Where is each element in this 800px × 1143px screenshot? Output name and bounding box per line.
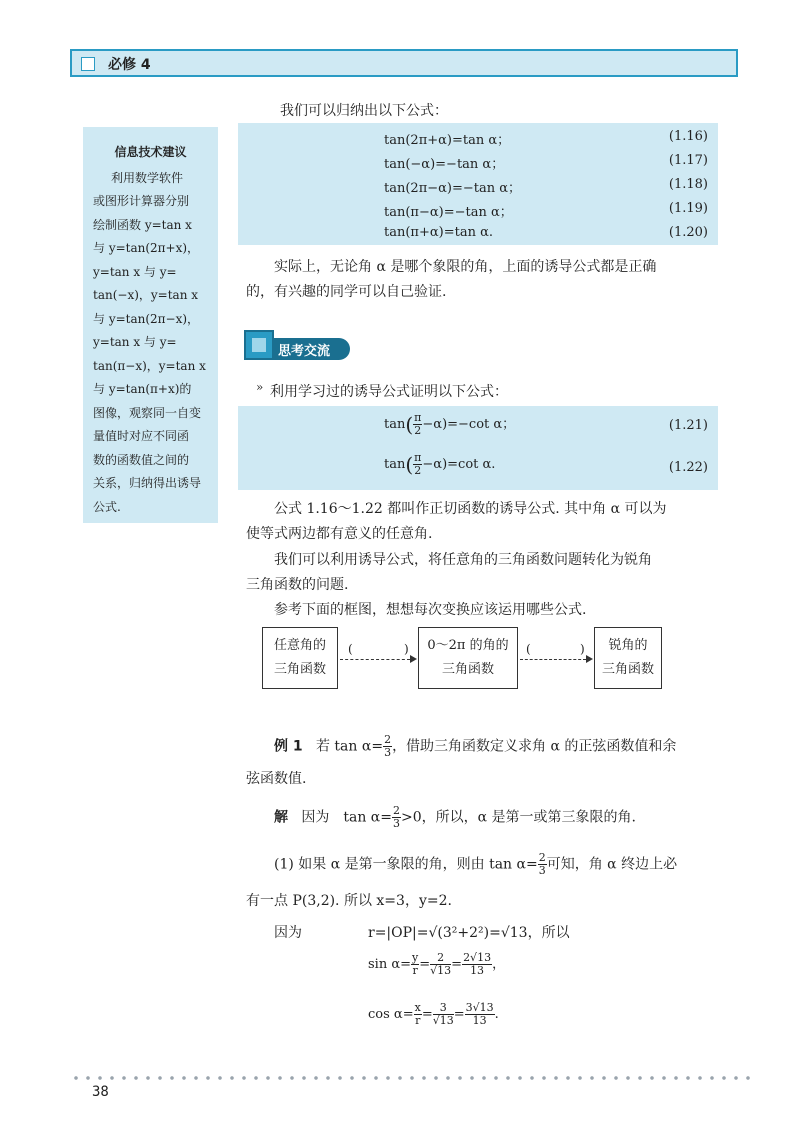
paragraph-line: 实际上，无论角 α 是哪个象限的角，上面的诱导公式都是正确 (274, 259, 657, 275)
paragraph-line: 三角函数的问题. (246, 577, 349, 593)
flow-box-any-angle (262, 627, 338, 689)
formula-rest: −α)=cot α. (422, 457, 496, 472)
arrow-head-icon (586, 655, 593, 663)
fraction-numerator: 2 (384, 733, 392, 746)
flow-box-line: 三角函数 (441, 662, 494, 677)
formula-number: (1.21) (668, 418, 708, 433)
sidebar-line: y=tan x 与 y= (93, 335, 177, 349)
blank-paren-open: ( (348, 642, 353, 656)
sidebar-line: 公式. (93, 499, 121, 514)
fraction-numerator: y (412, 951, 419, 964)
sidebar-line: tan(π−x)，y=tan x (93, 358, 206, 373)
fraction (465, 1002, 495, 1027)
formula-expr: tan(2π−α)=−tan α； (384, 181, 522, 196)
flow-box-line: 任意角的 (273, 638, 326, 653)
example-line: 弦函数值. (246, 771, 307, 787)
proof-prompt: 利用学习过的诱导公式证明以下公式： (270, 384, 508, 400)
fraction-denominator: r (415, 1014, 421, 1027)
example-label: 例 1 (274, 738, 303, 755)
paragraph-line: 的，有兴趣的同学可以自己验证. (246, 284, 447, 300)
fraction-denominator: 2 (414, 424, 422, 437)
solution-text: (1) 如果 α 是第一象限的角，则由 tan α= (274, 856, 538, 873)
formula-box-tangent-identities (238, 123, 718, 245)
sidebar-line: 或图形计算器分别 (93, 194, 190, 208)
solution-line (274, 852, 677, 877)
fraction-numerator: 2 (430, 952, 451, 965)
tan-prefix: tan (384, 417, 406, 432)
formula-number: (1.17) (668, 153, 708, 168)
blank-paren-open: ( (526, 642, 531, 656)
cube-icon (244, 330, 274, 360)
fraction-denominator: r (412, 964, 418, 977)
solution-text: 可知，角 α 终边上必 (546, 856, 678, 873)
flow-box-line: 三角函数 (601, 662, 654, 677)
paragraph-line: 我们可以利用诱导公式，将任意角的三角函数问题转化为锐角 (274, 552, 652, 568)
blank-paren-close: ) (404, 642, 409, 656)
two-thirds-fraction (392, 805, 401, 830)
fraction-denominator: 3 (384, 746, 392, 759)
formula-expr: tan(2π+α)=tan α； (384, 133, 511, 148)
solution-text: 因为 tan α= (301, 809, 392, 826)
flow-box-0-to-2pi (418, 627, 518, 689)
fraction (414, 1002, 422, 1027)
equals: = (451, 957, 463, 972)
chapter-title: 必修 4 (108, 57, 151, 73)
paragraph-line: 参考下面的框图，想想每次变换应该运用哪些公式. (274, 602, 587, 618)
equals: = (453, 1007, 465, 1022)
solution-label: 解 (274, 809, 288, 826)
fraction-numerator: 2 (392, 804, 400, 817)
flow-box-line: 0～2π 的角的 (427, 638, 509, 653)
sidebar-line: 图像，观察同一自变 (93, 405, 202, 420)
sidebar-line: y=tan x 与 y= (93, 264, 177, 279)
fraction (430, 952, 451, 977)
chapter-header-bar (70, 49, 738, 77)
header-square-icon (81, 57, 95, 71)
formula-number: (1.22) (668, 460, 708, 475)
sidebar-line: 量值时对应不同函 (93, 429, 190, 443)
sidebar-title: 信息技术建议 (114, 145, 187, 159)
formula-number: (1.18) (668, 177, 708, 192)
flow-box-acute-angle (594, 627, 662, 689)
comma: ， (492, 957, 506, 972)
fraction-denominator: 3 (538, 864, 546, 877)
fraction-numerator: π (414, 451, 422, 464)
sidebar-line: 关系，归纳得出诱导 (93, 476, 202, 490)
solution-line: 有一点 P(3,2). 所以 x=3，y=2. (246, 893, 452, 909)
sidebar-line: tan(−x)，y=tan x (93, 288, 199, 302)
sidebar-line: 绘制函数 y=tan x (93, 217, 192, 232)
fraction-denominator: √13 (432, 1014, 454, 1027)
example-line (274, 734, 676, 759)
because-label: 因为 (274, 925, 302, 941)
fraction-numerator: 3√13 (465, 1001, 494, 1014)
arrow-head-icon (410, 655, 417, 663)
formula-expr: tan( $\frac{\pi}{2}$ −α)=−cot α； (384, 411, 516, 437)
fraction-denominator: 13 (470, 964, 485, 977)
formula-expr: tan(π−α)=−tan α； (384, 205, 513, 220)
badge-label: 思考交流 (278, 344, 331, 359)
sidebar-line: 利用数学软件 (111, 170, 184, 185)
sidebar-line: 与 y=tan(π+x)的 (93, 382, 192, 396)
fraction-numerator: π (414, 411, 422, 424)
formula-rest: −α)=−cot α； (422, 417, 516, 432)
solution-text: >0，所以，α 是第一或第三象限的角. (400, 809, 636, 826)
fraction-numerator: 2 (538, 851, 546, 864)
flow-arrow (340, 659, 410, 660)
flow-arrow (520, 659, 586, 660)
fraction (462, 952, 492, 977)
sidebar-line: 与 y=tan(2π+x)， (93, 241, 200, 255)
paragraph-line: 公式 1.16～1.22 都叫作正切函数的诱导公式. 其中角 α 可以为 (274, 501, 667, 517)
period: . (494, 1007, 499, 1022)
tan-prefix: tan (384, 457, 406, 472)
sin-equation (368, 952, 505, 977)
paragraph-line: 使等式两边都有意义的任意角. (246, 526, 433, 542)
fraction-denominator: 13 (472, 1014, 487, 1027)
fraction-denominator: √13 (430, 964, 452, 977)
fraction-denominator: 3 (392, 817, 400, 830)
formula-expr: tan( $\frac{\pi}{2}$ −α)=cot α. (384, 451, 496, 477)
intro-text: 我们可以归纳出以下公式： (280, 103, 448, 119)
example-text: ，借助三角函数定义求角 α 的正弦函数值和余 (392, 738, 677, 755)
formula-expr: tan(π+α)=tan α. (384, 225, 493, 240)
two-thirds-fraction (538, 852, 547, 877)
example-text: 若 tan α= (315, 738, 384, 755)
r-equation: r=|OP|=√(3²+2²)=√13，所以 (368, 925, 570, 941)
equals: = (421, 1007, 433, 1022)
sidebar-line: 数的函数值之间的 (93, 452, 190, 467)
fraction-numerator: x (414, 1001, 421, 1014)
two-thirds-fraction (383, 734, 392, 759)
sin-label: sin α= (368, 957, 412, 972)
solution-line (274, 805, 636, 830)
formula-box-cot-identities (238, 406, 718, 490)
formula-number: (1.19) (668, 201, 708, 216)
page-number: 38 (92, 1084, 109, 1100)
flow-box-line: 锐角的 (608, 638, 648, 653)
footer-dotted-rule (70, 1076, 750, 1080)
bullet-dot: » (256, 380, 264, 394)
equals: = (419, 957, 431, 972)
formula-number: (1.16) (668, 129, 708, 144)
fraction-numerator: 2√13 (463, 951, 492, 964)
cos-equation (368, 1002, 499, 1027)
fraction-numerator: 3 (433, 1002, 454, 1015)
fraction-denominator: 2 (414, 464, 422, 477)
sidebar-info-tech-note (83, 127, 218, 523)
fraction (433, 1002, 454, 1027)
sidebar-line: 与 y=tan(2π−x)， (93, 311, 200, 326)
flow-box-line: 三角函数 (273, 662, 326, 677)
formula-number: (1.20) (668, 225, 708, 240)
formula-expr: tan(−α)=−tan α； (384, 157, 505, 172)
think-discuss-badge (244, 330, 354, 364)
fraction (411, 952, 419, 977)
cos-label: cos α= (368, 1007, 414, 1022)
blank-paren-close: ) (580, 642, 585, 656)
